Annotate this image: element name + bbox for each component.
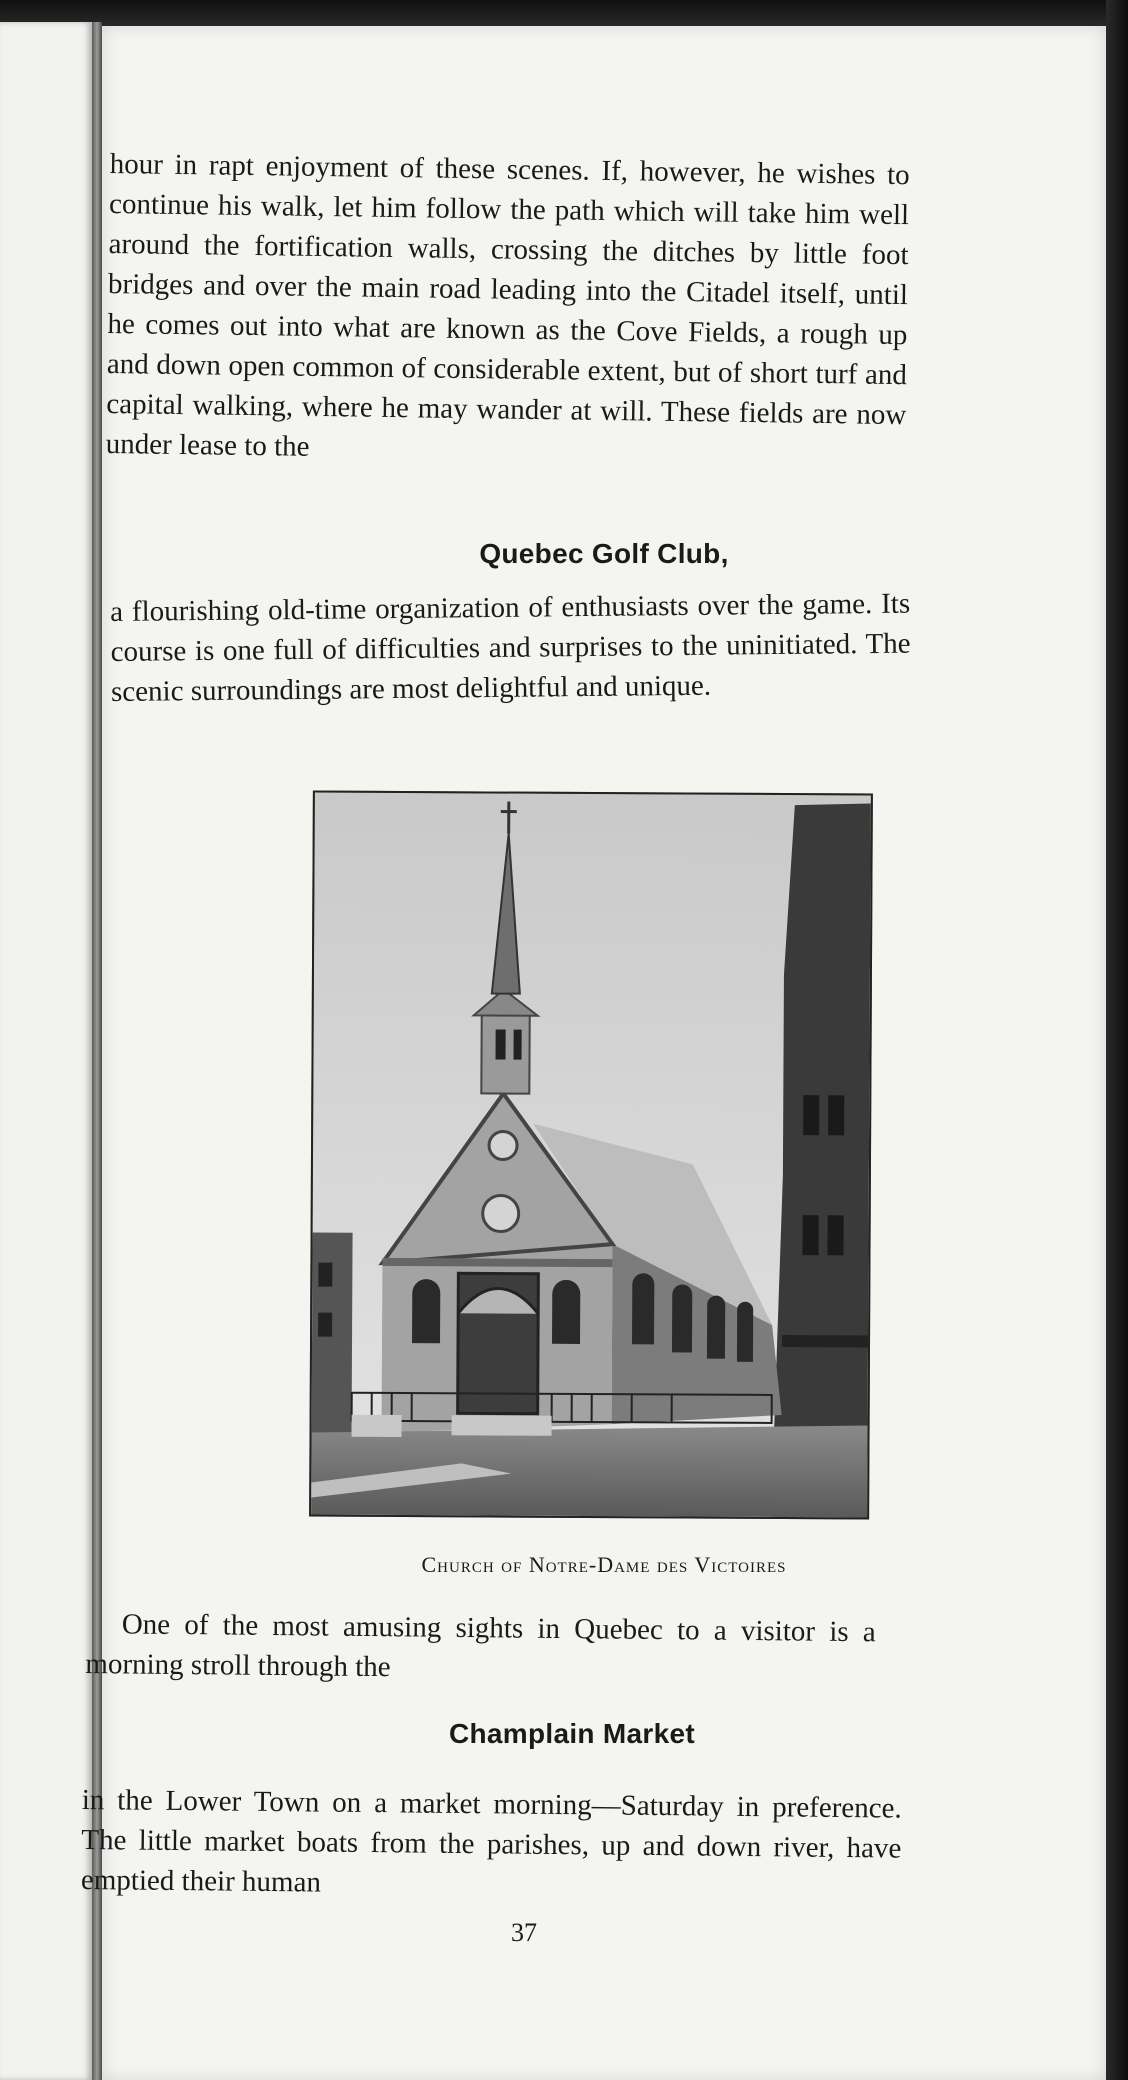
paragraph-amusing-sights (85, 1604, 876, 1692)
scan-top-edge (0, 0, 1128, 28)
facing-page (0, 22, 95, 2080)
book-spine (92, 22, 102, 2080)
church-illustration (311, 793, 871, 1518)
page-number: 37 (511, 1918, 537, 1947)
paragraph-text: One of the most amusing sights in Quebec to a visitor is a morning stroll through the (85, 1608, 876, 1684)
heading-golf-club: Quebec Golf Club, (479, 538, 729, 569)
heading-champlain-market: Champlain Market (449, 1718, 695, 1749)
paragraph-text: in the Lower Town on a market morning—Saturday in preference. The little market boats from the parishes, up and down river, have emptied their human (80, 1783, 902, 1899)
church-photograph (309, 791, 873, 1520)
photo-caption: Church of Notre-Dame des Victoires (421, 1552, 787, 1577)
paragraph-text: hour in rapt enjoyment of these scenes. If, however, he wishes to continue his walk, let him follow the path which will take him well around the fortification walls, crossing the ditches by little foot bridges and over the main road leading into the Citadel itself, until he comes out into what are known as the Cove Fields, a rough up and down open common of considerable extent, but of short turf and capital walking, where he may wander at will. These fields are now under lease to the (105, 147, 910, 463)
paragraph-lower-town (81, 1780, 902, 1909)
paragraph-golf-club (110, 584, 911, 712)
paragraph-text: a flourishing old-time organization of enthusiasts over the game. Its course is one full of difficulties and surprises to the uninitiated. The scenic surroundings are most delightful and unique. (110, 587, 911, 708)
scan-right-edge (1106, 0, 1128, 2080)
paragraph-cove-fields (106, 144, 910, 475)
